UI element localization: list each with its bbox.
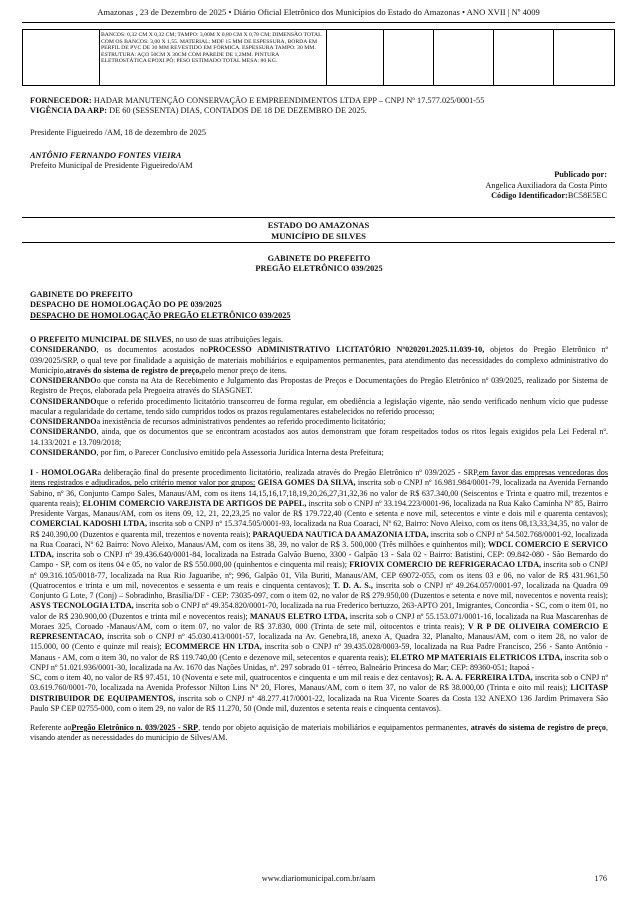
company-details: inscrita sob o CNPJ nº 51.021.936/0001-30, localizada na Av. 1670 das Nações Unidas, nº. 297 sobrado 01 - térreo, Balneário Princesa do Mar; CEP: 89360-051; Itapoá - xyxy=(30,652,608,672)
company-name: V R P DE OLIVEIRA COMERCIO E REPRESENTACAO, xyxy=(30,621,608,641)
body-paragraph xyxy=(30,397,608,418)
codigo-label: Código Identificador: xyxy=(491,191,568,201)
despacho-body xyxy=(30,335,608,744)
company-name: ASYS TECNOLOGIA LTDA, xyxy=(30,601,134,611)
despacho-block xyxy=(30,290,608,321)
page-header: Amazonas , 23 de Dezembro de 2025 • Diário Oficial Eletrônico dos Municípios do Estado do Amazonas • ANO XVII | Nº 4009 xyxy=(97,7,540,17)
estado-banner xyxy=(22,217,615,243)
footer-url[interactable]: www.diariomunicipal.com.br/aam xyxy=(261,874,376,883)
homologar-continuation xyxy=(30,673,608,714)
company-details: inscrita sob o CNPJ nº 15.374.505/0001-93, localizada na Rua Coaraci, Nº 62, Bairro: Novo Aleixo, com os itens 08,13,33,34,35, no valor de R$ 240.390,00 (Duzentos e quarenta mil, trezentos e noventa reais); xyxy=(30,519,609,539)
date-line: Presidente Figueiredo /AM, 18 de dezembro de 2025 xyxy=(30,128,207,137)
company-details: inscrita sob o CNPJ nº 54.502.768/0001-92, localizada na Rua Coaraci, Nº 62 Bairro: Novo Aleixo, Manaus/AM, com os itens 38, 39, no valor de R$ 3. 500,000 (Três milhões e quinhentos mil); xyxy=(30,529,609,549)
company-name: FRIOVIX COMERCIO DE REFRIGERACAO LTDA, xyxy=(347,560,542,570)
signer-role: Prefeito Municipal de Presidente Figueiredo/AM xyxy=(30,161,193,171)
company-name: ELOHIM COMERCIO VAREJISTA DE ARTIGOS DE PAPEL, xyxy=(80,498,307,508)
company-details: inscrita sob o CNPJ nº 33.194.223/0001-96, localizada na Rua Kako Caminha Nº 85, Bairro Presidente Vargas, Manaus/AM, com os itens 09, 12, 21, 22,23,25 no valor de R$ 179.722,40 (Cento e setenta e nove mil, setecentos e vinte e dois mil e quarenta centavos); xyxy=(30,498,608,518)
codigo-value: BC58E5EC xyxy=(567,191,607,201)
considerando-label: CONSIDERANDO xyxy=(30,417,97,426)
company-name: LICITASP DISTRIBUIDOR DE EQUIPAMENTOS, xyxy=(30,683,608,703)
body-text: , visando atender as necessidades do município de Silves/AM. xyxy=(30,723,609,743)
body-text: Referente ao xyxy=(30,723,72,732)
prefeito-label: O PREFEITO MUNICIPAL DE SILVES xyxy=(30,335,172,344)
header-rule xyxy=(22,22,615,23)
homologar-underline: em favor das empresas vencedoras dos itens registrados e adjudicados, pelo critério menor valor por grupos; xyxy=(30,468,608,488)
body-text: , por fim, o Parecer Conclusivo emitido pela Assessoria Jurídica Interna desta Prefeitura; xyxy=(96,447,384,457)
despacho-line2: DESPACHO DE HOMOLOGAÇÃO DO PE 039/2025 xyxy=(30,300,222,310)
body-text: pelo menor preço de itens. xyxy=(201,365,287,375)
company-details: inscrita sob o CNPJ nº 45.030.413/0001-57, localizada na Av. Genebra,18, anexo A, Quadra 32, Planalto, Manaus/AM, com o item 28, no valor de 115.000, 00 (Cento e quinze mil reais); xyxy=(30,632,608,652)
company-name: COMERCIAL KADOSHI LTDA, xyxy=(30,519,147,529)
table-column-divider xyxy=(383,30,384,85)
body-paragraph xyxy=(30,427,608,448)
company-name: MANAUS ELETRO LTDA, xyxy=(247,611,348,621)
company-details: inscrita sob o CNPJ nº 48.277.417/0001-22, localizada na Rua Vicente Soares da Costa 132 ANEXO 136 Jardim Primavera São Paulo SP CEP 02755-000, com o item 29, no valor de R$ 11.270, 50 (Onde mil, duzentos e setenta reais e cinquenta centavos). xyxy=(30,693,608,713)
company-name: PARAQUEDA NAUTICA DA AMAZONIA LTDA, xyxy=(250,529,429,539)
table-column-divider xyxy=(493,30,494,85)
considerando-label: CONSIDERANDO xyxy=(30,447,97,457)
considerando-label: CONSIDERANDO xyxy=(30,427,97,437)
company-details: inscrita sob o CNPJ nº 16.981.984/0001-79, localizada na Avenida Fernando Sabino, nº 36, Conjunto Campo Sales, Manaus/AM, com os itens 14,15,16,17,18,19,20,26,27,31,32,36 no valor de R$ 637.340,00 (Seiscentos e Trinta e quatro mil, trezentos e quarenta reais); xyxy=(30,478,608,508)
considerando-label: CONSIDERANDO xyxy=(30,376,97,385)
table-item-description: BANCOS: 0,32 CM X 0,32 CM; TAMPO: 3,00M X 0,80 CM X 0,78 CM; DIMENSÃO TOTAL COM OS BANCOS: 3,00 X 1,55. MATERIAL: MDF 15 MM DE ESPESSURA, BORDA EM PERFIL DE PVC DE 30 MM REVESTIDO EM FÓRMICA. ESPESSURA TAMPO: 30 MM. ESTRUTURA: AÇO 50CM X 30CM COM PAREDE DE 1,2MM. PINTURA ELETROSTÁTICA EPOXI PÓ; PESO ESTIMADO TOTAL MESA: 80 KG. xyxy=(101,32,322,65)
publicado-block xyxy=(485,170,607,202)
processo-number: PROCESSO ADMINISTRATIVO LICITATÓRIO Nº020201.2025.11.039-10, xyxy=(208,345,485,355)
company-name: R. A. A. FERREIRA LTDA, xyxy=(433,673,533,682)
body-paragraph xyxy=(30,335,608,345)
company-name: ELETRO MP MATERIAIS ELETRICOS LTDA, xyxy=(388,652,563,662)
company-name: ECOMMERCE HN LTDA, xyxy=(161,642,262,652)
gabinete-center xyxy=(30,254,608,275)
gabinete-title: GABINETE DO PREFEITO xyxy=(267,254,371,263)
publicado-label: Publicado por: xyxy=(554,170,607,179)
vigencia-label: VIGÊNCIA DA ARP: xyxy=(30,106,107,116)
company-details: SC, com o item 40, no valor de R$ 97.451, 10 (Noventa e sete mil, quatrocentos e cinquenta e um mil reais e dez centavos); xyxy=(30,673,434,682)
table-column-divider xyxy=(433,30,434,85)
despacho-line1: GABINETE DO PREFEITO xyxy=(30,290,133,299)
body-text: objetos do Pregão Eletrônico nº 039/2025/SRP, o qual teve por finalidade a aquisição de materiais mobiliários e equipamentos permanentes, para atendimento das necessidades do complexo administrativo do Município, xyxy=(30,345,608,375)
homologar-label: I - HOMOLOGAR xyxy=(30,468,98,477)
considerando-label: CONSIDERANDO xyxy=(30,396,97,406)
pregao-reference: Pregão Eletrônico n. 039/2025 - SRP xyxy=(71,723,199,732)
estado-line1: ESTADO DO AMAZONAS xyxy=(267,220,370,230)
table-column-divider xyxy=(99,30,100,85)
item-table-fragment xyxy=(22,29,615,86)
vigencia-text: DE 60 (SESSENTA) DIAS, CONTADOS DE 18 DE DEZEMBRO DE 2025. xyxy=(109,106,367,116)
body-text: , tendo por objeto aquisição de materiais mobiliários e equipamentos permanentes, xyxy=(198,723,469,732)
publicado-name: Angelica Auxiliadora da Costa Pinto xyxy=(485,180,607,190)
body-text: a deliberação final do presente procedimento licitatório, realizada através do Pregão Eletrônico nº 039/2025 - SRP, xyxy=(97,468,479,477)
company-name: GEISA GOMES DA SILVA, xyxy=(255,478,356,488)
body-text: o que consta na Ata de Recebimento e Julgamento das Propostas de Preços e Documentações do Pregão Eletrônico nº 039/2025, realizado por Sistema de Registro de Preços, elaborada pela Pregoeira através do SIASGNET. xyxy=(30,376,608,396)
registro-emphasis: através do sistema de registro de preço xyxy=(468,723,606,732)
company-name: WDCL COMERCIO E SERVICO LTDA, xyxy=(30,539,608,559)
body-paragraph xyxy=(30,345,608,376)
company-details: inscrita sob o CNPJ nº 49.354.820/0001-70, localizada na rua Frederico bertuzzo, 263-APTO 201, Imigrantes, Concordia - SC, com o item 01, no valor de R$ 230.900,00 (Duzentos e trinta mil e novecentos reais); xyxy=(30,601,608,621)
body-paragraph xyxy=(30,376,608,397)
homologar-paragraph xyxy=(30,468,608,673)
body-paragraph xyxy=(30,417,608,427)
company-name: T. D. A. S., xyxy=(330,580,373,590)
body-text: a inexistência de recursos administrativos pendentes ao referido procedimento licitatório; xyxy=(96,417,386,426)
table-column-divider xyxy=(326,30,327,85)
body-text: que o referido procedimento licitatório transcorreu de forma regular, em obediência a legislação vigente, não sendo verificado nenhum vício que pudesse macular a regularidade do certame, tendo sido cumpridos todos os prazos regulamentares estabelecidos no referido processo; xyxy=(30,396,608,416)
table-column-divider xyxy=(553,30,554,85)
body-text: , os documentos acostados no xyxy=(96,345,209,355)
referente-paragraph xyxy=(30,723,608,744)
registro-emphasis: através do sistema de registro de preço, xyxy=(65,365,202,375)
company-details: inscrita sob o CNPJ nº 55.153.071/0001-16, localizada na Rua Mascarenhas de Moraes 325, Coroado -Manaus/AM, com o item 07, no valor de R$ 37.830, 000 (Trinta de sete mil, oitocentos e trinta reais); xyxy=(30,611,609,631)
fornecedor-text: HADAR MANUTENÇÃO CONSERVAÇÃO E EMPREENDIMENTOS LTDA EPP – CNPJ Nº 17.577.025/0001-55 xyxy=(93,96,485,105)
company-details: inscrita sob o CNPJ nº 09.316.105/0018-77, localizada na Rua Rio Jaguaribe, nº; 996, Galpão 01, Vila Buriti, Manaus/AM, CEP 69072-055, com os itens 03 e 06, no valor de R$ 431.961,50 (Quatrocentos e trinta e um mil, novecentos e sessenta e um reais e cinquenta centavos); xyxy=(30,560,608,590)
pregao-title: PREGÃO ELETRÔNICO 039/2025 xyxy=(255,264,383,274)
company-details: inscrita sob o CNPJ nº 39.436.640/0001-84, localizada na Estrada Galvão Bueno, 3300 - Galpão 13 - Sala 02 - Bairro: Batistini, CEP: 09.842-080 - São Bernardo do Campo - SP, com os itens 04 e 05, no valor de R$ 550.000,00 (quinhentos e cinquenta mil reais); xyxy=(30,550,608,570)
fornecedor-label: FORNECEDOR: xyxy=(30,96,92,105)
company-details: inscrita sob o CNPJ nº 49.264.057/0001-97, localizada na Quadra 09 Conjunto G Lote, 7 (Conj) – Sobradinho, Brasília/DF - CEP: 73035-097, com o item 02, no valor de R$ 279.950,00 (Duzentos e setenta e nove mil, novecentos e noventa reais); xyxy=(30,580,609,600)
company-details: inscrita sob o CNPJ nº 39.435.028/0003-59, localizada na Rua Padre Francisco, 256 - Santo Antônio - Manaus - AM, com o item 30, no valor de R$ 119.740,00 (Cento e dezenove mil, setecentos e quarenta reais); xyxy=(30,642,608,662)
signer-block xyxy=(30,151,608,172)
fornecedor-block xyxy=(30,96,608,117)
estado-line2: MUNICÍPIO DE SILVES xyxy=(271,230,366,241)
body-text: , ainda, que os documentos que se encontram acostados aos autos demonstram que foram respeitados todos os ritos legais exigidos pela Lei Federal nº. 14.133/2021 e 13.709/2018; xyxy=(30,427,608,447)
body-text: , no uso de suas atribuições legais. xyxy=(171,335,284,344)
page-number: 176 xyxy=(594,874,607,883)
considerando-label: CONSIDERANDO xyxy=(30,345,97,355)
despacho-line3: DESPACHO DE HOMOLOGAÇÃO PREGÃO ELETRÔNICO 039/2025 xyxy=(30,310,291,320)
body-paragraph xyxy=(30,448,608,458)
company-details: inscrita sob o CNPJ nº 03.619.760/0001-70, localizada na Avenida Professor Nilton Lins Nº 20, Flores, Manaus/AM, com o item 37, no valor de R$ 38.000,00 (Trinta e oito mil reais); xyxy=(30,673,608,693)
signer-name: ANTÔNIO FERNANDO FONTES VIEIRA xyxy=(30,151,182,160)
